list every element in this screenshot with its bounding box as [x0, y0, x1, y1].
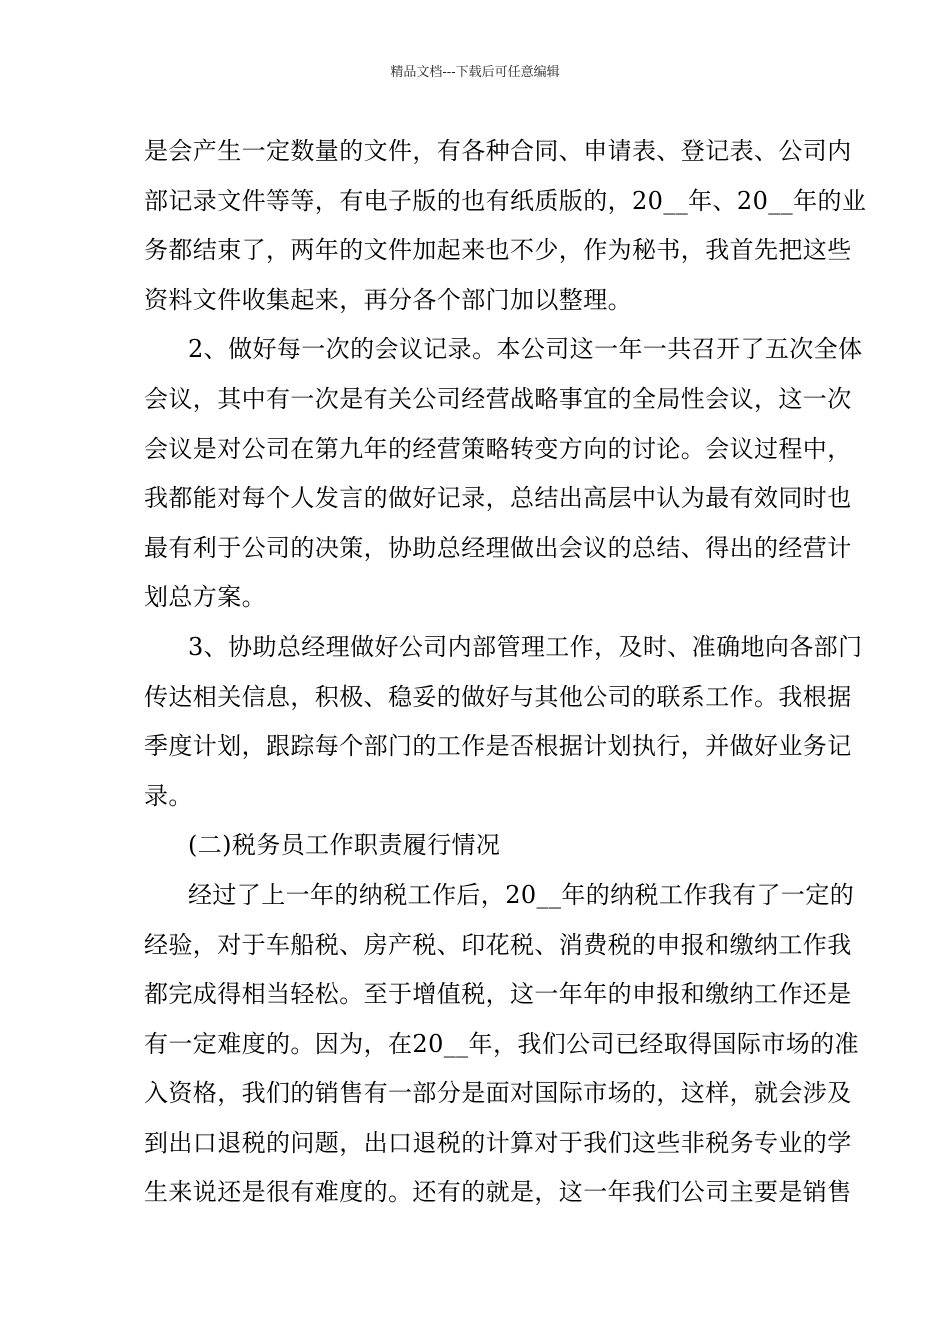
text-line: 务都结束了，两年的文件加起来也不少，作为秘书，我首先把这些	[144, 236, 852, 265]
text-line: 经过了上一年的纳税工作后，20__年的纳税工作我有了一定的	[188, 880, 855, 909]
text-line: (二)税务员工作职责履行情况	[188, 831, 501, 860]
text-line: 录。	[144, 781, 193, 810]
document-body	[144, 127, 867, 1218]
text-line: 都完成得相当轻松。至于增值税，这一年年的申报和缴纳工作还是	[144, 980, 852, 1009]
text-line: 有一定难度的。因为，在20__年，我们公司已经取得国际市场的准	[144, 1029, 859, 1058]
text-line: 会议，其中有一次是有关公司经营战略事宜的全局性会议，这一次	[144, 384, 852, 413]
text-line: 是会产生一定数量的文件，有各种合同、申请表、登记表、公司内	[144, 137, 852, 165]
text-line: 会议是对公司在第九年的经营策略转变方向的讨论。会议过程中，	[144, 434, 852, 463]
text-line: 3、协助总经理做好公司内部管理工作，及时、准确地向各部门	[188, 632, 863, 661]
text-line: 季度计划，跟踪每个部门的工作是否根据计划执行，并做好业务记	[144, 732, 852, 761]
text-line: 入资格，我们的销售有一部分是面对国际市场的，这样，就会涉及	[144, 1079, 852, 1108]
text-line: 经验，对于车船税、房产税、印花税、消费税的申报和缴纳工作我	[144, 930, 852, 959]
text-line: 最有利于公司的决策，协助总经理做出会议的总结、得出的经营计	[144, 533, 852, 562]
text-line: 生来说还是很有难度的。还有的就是，这一年我们公司主要是销售	[144, 1178, 852, 1207]
page-header: 精品文档---下载后可任意编辑	[390, 65, 560, 80]
text-line: 到出口退税的问题，出口退税的计算对于我们这些非税务专业的学	[144, 1128, 852, 1157]
text-line: 我都能对每个人发言的做好记录，总结出高层中认为最有效同时也	[144, 484, 852, 513]
text-line: 划总方案。	[144, 583, 266, 612]
text-line: 资料文件收集起来，再分各个部门加以整理。	[144, 285, 632, 314]
text-line: 传达相关信息，积极、稳妥的做好与其他公司的联系工作。我根据	[144, 682, 852, 711]
text-line: 部记录文件等等，有电子版的也有纸质版的，20__年、20__年的业	[144, 186, 867, 215]
text-line: 2、做好每一次的会议记录。本公司这一年一共召开了五次全体	[188, 335, 863, 364]
